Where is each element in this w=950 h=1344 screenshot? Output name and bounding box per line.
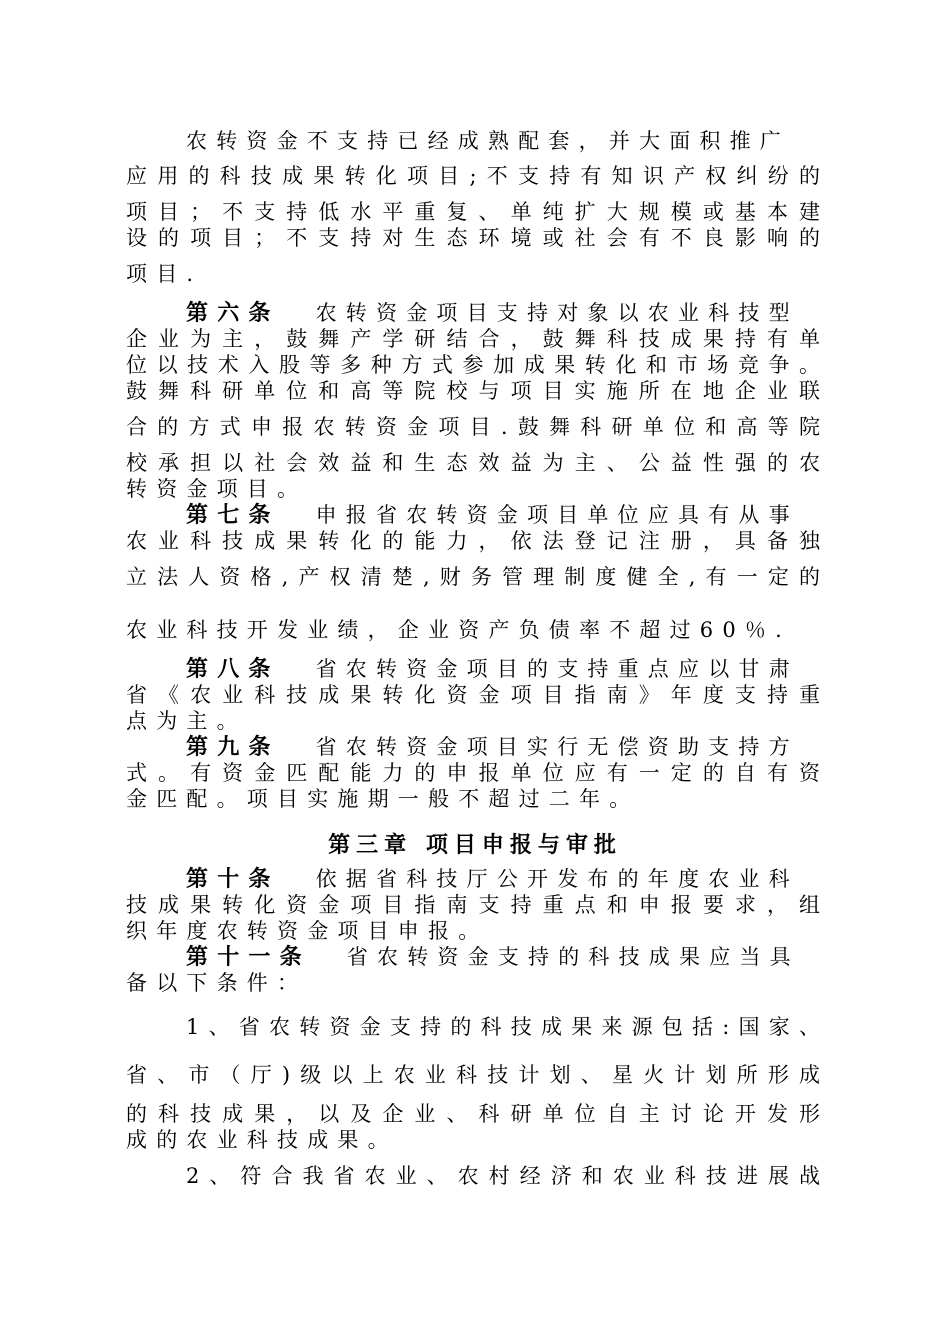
article-label: 第六条	[186, 300, 280, 326]
article-label: 第七条	[186, 502, 280, 528]
article-text: 农转资金项目支持对象以农业科技型	[315, 301, 799, 325]
text-line: 省、市（厅)级以上农业科技计划、星火计划所形成	[126, 1063, 820, 1087]
text-line: 转资金项目。	[126, 477, 308, 501]
article-label: 第十条	[186, 866, 280, 892]
article-line	[186, 866, 820, 892]
text-line: 立法人资格,产权清楚,财务管理制度健全,有一定的	[126, 565, 820, 589]
text-line: 农业科技开发业绩，企业资产负债率不超过60％.	[126, 618, 791, 642]
article-label: 第八条	[186, 656, 280, 682]
article-label: 第九条	[186, 734, 280, 760]
chapter-heading: 第三章 项目申报与审批	[328, 832, 622, 858]
text-line: 项目；不支持低水平重复、单纯扩大规模或基本建	[126, 200, 820, 224]
article-line	[186, 656, 820, 682]
text-line: 设的项目；不支持对生态环境或社会有不良影响的	[126, 226, 820, 250]
text-line: 式。有资金匹配能力的申报单位应有一定的自有资	[126, 761, 820, 785]
text-line: 企业为主，鼓舞产学研结合，鼓舞科技成果持有单	[126, 327, 820, 351]
text-line: 1、省农转资金支持的科技成果来源包括:国家、	[186, 1015, 820, 1039]
article-text: 申报省农转资金项目单位应具有从事	[315, 503, 799, 527]
article-label: 第十一条	[186, 944, 311, 970]
text-line: 农转资金不支持已经成熟配套，并大面积推广	[186, 129, 790, 153]
text-line: 省《农业科技成果转化资金项目指南》年度支持重	[126, 683, 820, 707]
article-line	[186, 734, 820, 760]
article-text: 省农转资金项目的支持重点应以甘肃	[315, 657, 799, 681]
text-line: 技成果转化资金项目指南支持重点和申报要求，组	[126, 893, 820, 917]
text-line: 的科技成果，以及企业、科研单位自主讨论开发形	[126, 1102, 820, 1126]
text-line: 项目.	[126, 262, 203, 286]
article-text: 省农转资金项目实行无偿资助支持方	[315, 735, 799, 759]
text-line: 合的方式申报农转资金项目.鼓舞科研单位和高等院	[126, 415, 820, 439]
article-line	[186, 300, 820, 326]
text-line: 织年度农转资金项目申报。	[126, 919, 489, 943]
text-line: 备以下条件：	[126, 971, 308, 995]
article-text: 依据省科技厅公开发布的年度农业科	[315, 867, 799, 891]
article-line	[186, 502, 820, 528]
text-line: 点为主。	[126, 709, 247, 733]
text-line: 农业科技成果转化的能力，依法登记注册，具备独	[126, 529, 820, 553]
article-text: 省农转资金支持的科技成果应当具	[346, 945, 800, 969]
text-line: 鼓舞科研单位和高等院校与项目实施所在地企业联	[126, 379, 820, 403]
text-line: 金匹配。项目实施期一般不超过二年。	[126, 787, 640, 811]
article-line	[186, 944, 820, 970]
text-line: 成的农业科技成果。	[126, 1128, 398, 1152]
text-line: 校承担以社会效益和生态效益为主、公益性强的农	[126, 451, 820, 475]
text-line: 2、符合我省农业、农村经济和农业科技进展战	[186, 1164, 820, 1188]
text-line: 应用的科技成果转化项目;不支持有知识产权纠纷的	[126, 164, 820, 188]
text-line: 位以技术入股等多种方式参加成果转化和市场竞争。	[126, 353, 820, 377]
